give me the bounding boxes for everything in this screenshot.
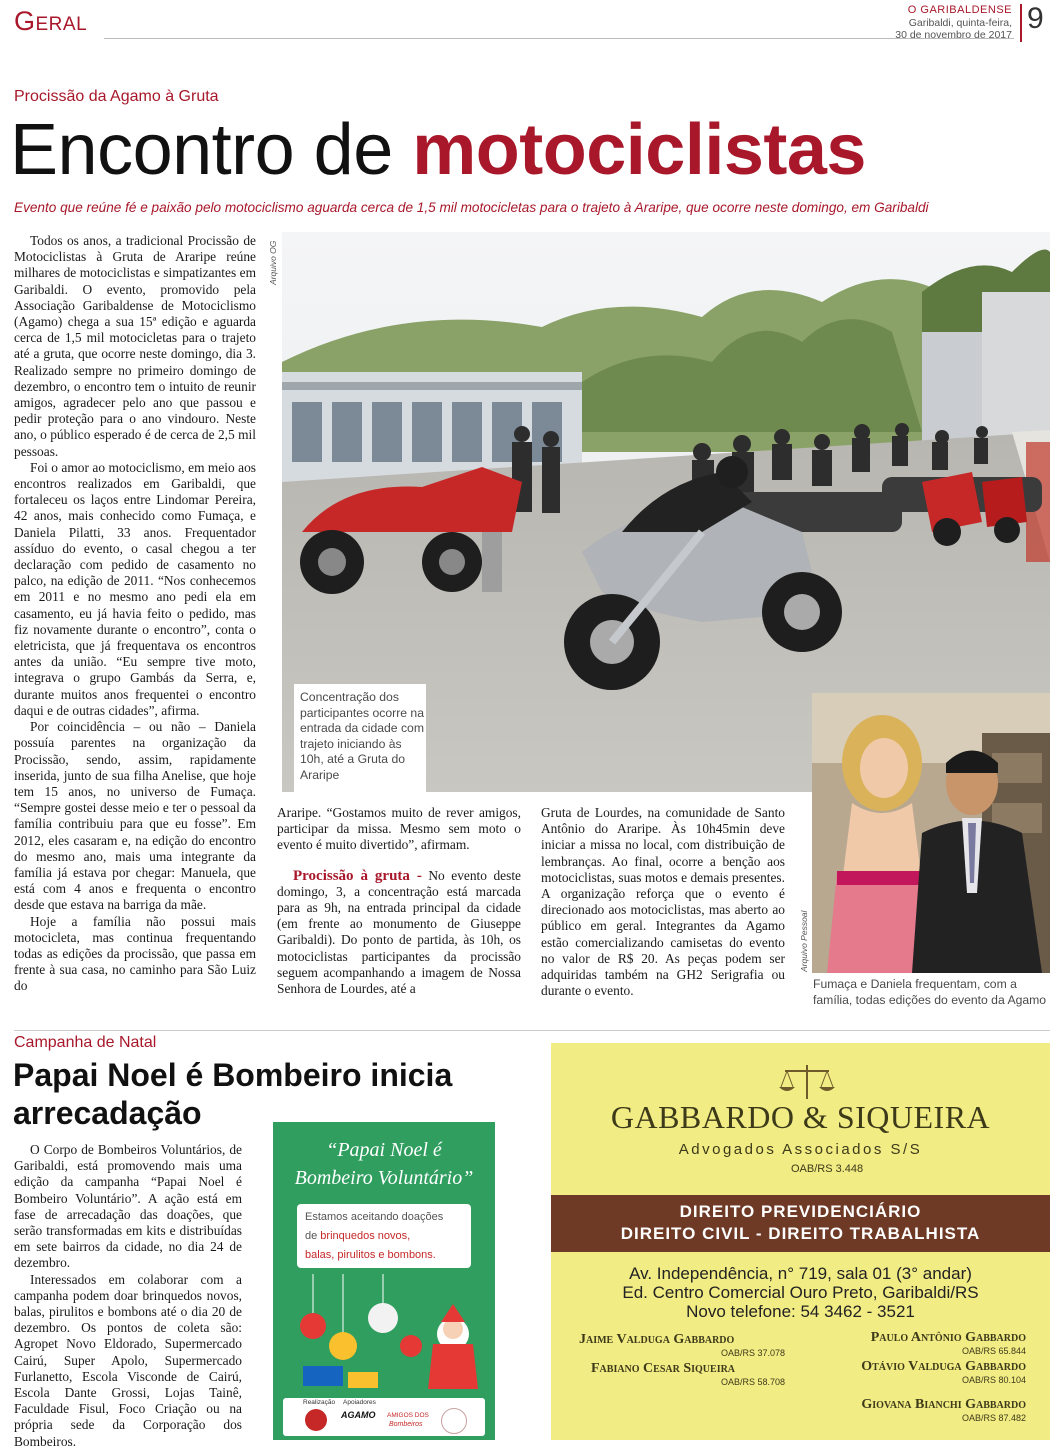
article-body: [14, 1142, 242, 1450]
address-line: Ed. Centro Comercial Ouro Preto, Garibaldi/RS: [622, 1283, 979, 1302]
lawyer-name: Jaime Valduga Gabbardo: [579, 1332, 735, 1347]
section-label: Geral: [14, 6, 88, 36]
article-title: [10, 108, 866, 192]
amigos-logo: AMIGOS DOS: [387, 1412, 429, 1419]
practice-area: DIREITO CIVIL - DIREITO TRABALHISTA: [620, 1224, 981, 1243]
header-location: Garibaldi, quinta-feira,: [908, 17, 1012, 29]
lawyer-name: Paulo Antônio Gabbardo: [870, 1330, 1026, 1345]
poster-message-box: [297, 1204, 471, 1268]
paragraph: Todos os anos, a tradicional Procissão de Motociclistas à Gruta de Araripe reúne milhares de motociclistas e simpatizantes em Garibaldi. O evento, promovido pela Associação Garibaldense de Motociclismo (Agamo) chega a sua 15ª edição e aguarda cerca de 1,5 mil motocicletas para o trajeto até a gruta, que ocorre neste domingo, dia 3. Realizado sempre no primeiro domingo de dezembro, o encontro tem o intuito de reunir amigos, agradecer pelo ano que passou e pedir proteção para o ano vindouro. Neste ano, o público esperado é de cerca de 2,5 mil pessoas.: [14, 233, 256, 459]
paragraph: [277, 868, 521, 998]
poster-footer: [283, 1398, 485, 1436]
firm-name: GABBARDO & SIQUEIRA: [610, 1099, 991, 1135]
phone-line: Novo telefone: 54 3462 - 3521: [686, 1302, 915, 1321]
article-column-1: [14, 233, 256, 995]
ornaments-illustration: [273, 1274, 495, 1392]
lawyer-name: Otávio Valduga Gabbardo: [861, 1359, 1026, 1374]
practice-area: DIREITO PREVIDENCIÁRIO: [679, 1202, 922, 1221]
header-date: 30 de novembro de 2017: [895, 29, 1012, 41]
header-rule: [104, 38, 1014, 39]
poster-text: de: [305, 1230, 321, 1242]
firm-subtitle: Advogados Associados S/S: [678, 1141, 923, 1158]
address-line: Av. Independência, n° 719, sala 01 (3° andar): [629, 1264, 972, 1283]
poster-headline: “Papai Noel é Bombeiro Voluntário”: [294, 1139, 474, 1189]
title-part1: Encontro de: [10, 110, 413, 190]
supporter-logo: [441, 1408, 467, 1434]
paragraph: Por coincidência – ou não – Daniela possuía parentes na organização da Procissão, sendo, assim, rapidamente inserida, junto de sua filha Anelise, que hoje tem 15 anos, no universo de Fumaça. “Sempre gostei desse meio e ter o pessoal da família contribuiu para que eu fosse”. Em 2012, eles casaram e, na edição do encontro do mesmo ano, mais uma integrante da família já estava por chegar: Manuela, que está com 4 anos e frequenta o encontro desde que estava na barriga da mãe.: [14, 719, 256, 913]
poster-line: balas, pirulitos e bombons.: [305, 1249, 436, 1261]
section-rule: [14, 1030, 1050, 1031]
newspaper-name: O GARIBALDENSE: [907, 4, 1012, 16]
paragraph: Gruta de Lourdes, na comunidade de Santo Antônio do Araripe. Às 10h45min deve iniciar a missa no local, com distribuição de lembranças. Ao final, ocorre a benção aos motociclistas, suas motos e demais presentes. A organização reforça que o evento é direcionado aos motociclistas, mas aberto ao público em geral. Integrantes da Agamo estão comercializando camisetas do evento no valor de R$ 20. As peças podem ser adquiridas também na GH2 Serigrafia ou durante o evento.: [541, 805, 785, 999]
article-title: Papai Noel é Bombeiro inicia arrecadação: [13, 1057, 453, 1131]
campaign-poster: [273, 1122, 495, 1440]
page-number: 9: [1027, 2, 1044, 35]
poster-apoiadores: Apoiadores: [343, 1399, 376, 1406]
subhead: Procissão à gruta -: [293, 867, 422, 884]
poster-highlight: brinquedos novos,: [320, 1230, 411, 1242]
amigos-logo-sub: Bombeiros: [389, 1421, 423, 1428]
lawyer-oab: OAB/RS 65.844: [961, 1346, 1026, 1356]
firm-oab: OAB/RS 3.448: [791, 1163, 864, 1175]
lawyer-oab: OAB/RS 37.078: [721, 1348, 786, 1358]
practice-areas-band: [551, 1195, 1050, 1252]
lawyer-name: Giovana Bianchi Gabbardo: [861, 1397, 1026, 1412]
law-firm-ad: [551, 1043, 1050, 1440]
photo-credit: Arquivo Pessoal: [799, 910, 809, 972]
lawyer-oab: OAB/RS 80.104: [961, 1375, 1026, 1385]
bombeiros-logo: [305, 1409, 327, 1431]
paragraph: Araripe. “Gostamos muito de rever amigos, participar da missa. Mesmo sem moto o evento é muito divertido”, afirmam.: [277, 805, 521, 853]
scales-of-justice-icon: [777, 1061, 837, 1101]
article-column-3: [541, 805, 785, 999]
page-number-divider: [1020, 4, 1022, 42]
lawyer-oab: OAB/RS 58.708: [721, 1377, 786, 1387]
lawyer-name: Fabiano Cesar Siqueira: [591, 1361, 736, 1376]
subhead-text: No evento deste domingo, 3, a concentração está marcada para as 9h, na entrada principal da cidade (em frente ao monumento de Giuseppe Garibaldi). Do ponto de partida, às 10h, os motociclistas participantes da procissão seguem acompanhando a imagem de Nossa Senhora de Lourdes, até a: [277, 867, 521, 997]
poster-realizacao: Realização: [303, 1399, 336, 1406]
poster-line: Estamos aceitando doações: [305, 1211, 444, 1223]
paragraph: Interessados em colaborar com a campanha podem doar brinquedos novos, balas, pirulitos e bombons até o dia 20 de dezembro. Os pontos de coleta são: Agropet Novo Eldorado, Supermercado Cairú, Super Apolo, Supermercado Furlanetto, Escola Visconde de Cairú, Escola Dante Grossi, Lojas Tainê, Faculdade Fisul, Foco Criação ou na própria sede da Corporação dos Bombeiros.: [14, 1271, 242, 1449]
paragraph: O Corpo de Bombeiros Voluntários, de Garibaldi, está promovendo mais uma edição da campanha “Papai Noel é Bombeiro Voluntário”. A ação está em fase de arrecadação das doações, que serão transformadas em kits e distribuídas em sete bairros da cidade, no dia 24 de dezembro.: [14, 1142, 242, 1271]
article-column-2: [277, 805, 521, 997]
couple-photo: [812, 693, 1050, 973]
article-subtitle: Evento que reúne fé e paixão pelo motociclismo aguarda cerca de 1,5 mil motocicletas para o trajeto à Araripe, que ocorre neste domingo, em Garibaldi: [14, 200, 929, 215]
article-kicker: Procissão da Agamo à Gruta: [14, 88, 219, 105]
paragraph: Hoje a família não possui mais motocicleta, mas continua frequentando todas as edições da procissão, que passa em frente à sua casa, no caminho para São Luiz do: [14, 913, 256, 994]
article-kicker: Campanha de Natal: [14, 1034, 157, 1051]
poster-line: [305, 1227, 471, 1246]
photo-credit: Arquivo OG: [268, 240, 278, 285]
lawyer-oab: OAB/RS 87.482: [961, 1413, 1026, 1423]
paragraph: Foi o amor ao motociclismo, em meio aos encontros realizados em Garibaldi, que fortaleceu os laços entre Lindomar Pereira, 42 anos, mais conhecido como Fumaça, e Daniela Pilatti, 33 anos. Frequentador assíduo do evento, o casal chegou a ter declaração com pedido de casamento no palco, na edição de 2011. “Nos conhecemos em 2011 e no mesmo ano pedi ela em casamento, eu já havia feito o pedido, mas fiz novamente durante o encontro”, conta o eletricista, que já frequentava os encontros antes da união. “Eu sempre tive moto, integrava o grupo Gambás da Serra, e, durante muitos anos frequentei o encontro daqui e de outras cidades”, afirma.: [14, 459, 256, 718]
photo-caption: Fumaça e Daniela frequentam, com a família, todas edições do evento da Agamo: [813, 977, 1047, 1007]
agamo-logo: AGAMO: [341, 1410, 376, 1420]
photo-caption: Concentração dos participantes ocorre na entrada da cidade com trajeto iniciando às 10h, até a Gruta do Araripe: [300, 690, 424, 782]
title-part2: motociclistas: [412, 110, 866, 190]
